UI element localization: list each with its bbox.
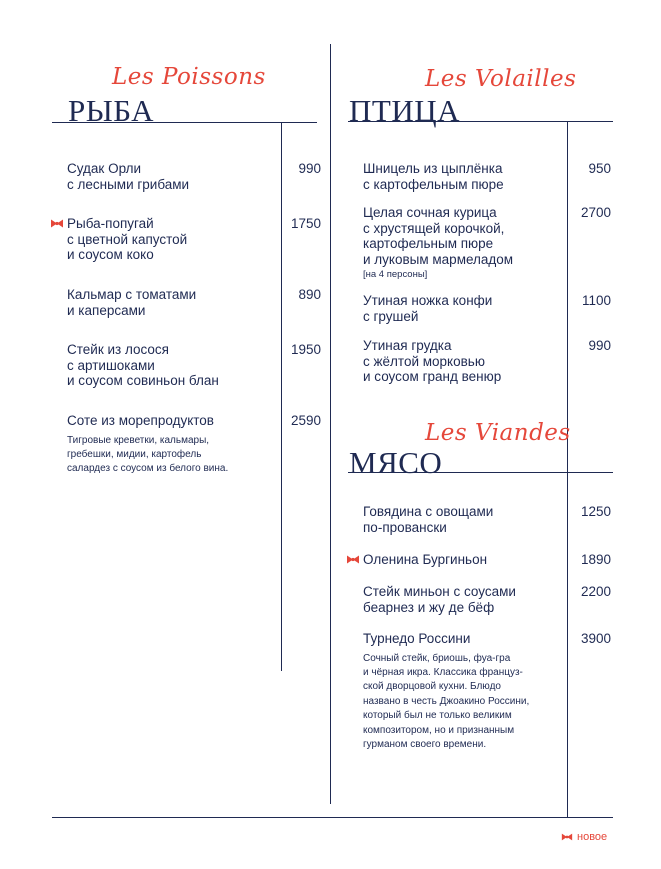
center-divider <box>330 44 331 804</box>
item-price: 1890 <box>580 552 611 567</box>
item-name: Шницель из цыплёнка с картофельным пюре <box>363 161 504 192</box>
item-name: Рыба-попугай с цветной капустой и соусом коко <box>67 216 188 262</box>
poissons-script-title: Les Poissons <box>112 64 266 90</box>
poissons-title: РЫБА <box>68 93 155 128</box>
menu-item-parrotfish <box>67 216 277 263</box>
item-name: Соте из морепродуктов <box>67 413 214 428</box>
menu-item-steak-mignon <box>363 584 563 615</box>
volailles-title: ПТИЦА <box>349 93 460 128</box>
menu-item-sudak <box>67 161 277 192</box>
item-price: 990 <box>298 161 321 176</box>
item-price: 2590 <box>290 413 321 428</box>
item-name: Утиная ножка конфи с грушей <box>363 293 493 324</box>
menu-item-venison <box>363 552 563 568</box>
poissons-price-divider <box>281 122 282 671</box>
right-price-divider <box>567 121 568 818</box>
footer-rule <box>52 817 613 818</box>
item-description: Сочный стейк, бриошь, фуа-гра и чёрная икра. Классика француз- ской дворцовой кухни. Блюдо названо в честь Джоакино Россини, который был не только великим композитором, но и признанным гурманом своего времени. <box>363 652 530 750</box>
menu-item-seafood-saute <box>67 413 277 477</box>
item-name: Утиная грудка с жёлтой морковью и соусом гранд венюр <box>363 338 502 384</box>
item-price: 890 <box>298 287 321 302</box>
item-name: Стейк миньон с соусами беарнез и жу де бёф <box>363 584 516 615</box>
menu-item-salmon <box>67 342 277 389</box>
item-price: 1250 <box>580 504 611 519</box>
item-price: 1100 <box>581 293 611 308</box>
menu-item-chicken-schnitzel <box>363 161 563 192</box>
menu-item-beef-provence <box>363 504 563 535</box>
bow-icon <box>50 219 64 228</box>
item-price: 950 <box>588 161 611 176</box>
item-price: 2200 <box>580 584 611 599</box>
new-legend-label: новое <box>577 831 608 843</box>
item-name: Говядина с овощами по-провански <box>363 504 494 535</box>
item-price: 1950 <box>290 342 321 357</box>
item-name: Турнедо Россини <box>363 631 471 646</box>
menu-item-squid <box>67 287 277 318</box>
item-name: Целая сочная курица с хрустящей корочкой, картофельным пюре и луковым мармеладом <box>363 205 514 267</box>
item-name: Стейк из лосося с артишоками и соусом совиньон блан <box>67 342 219 388</box>
item-price: 3900 <box>580 631 611 646</box>
menu-item-whole-chicken <box>363 205 563 281</box>
new-legend <box>561 831 607 843</box>
item-price: 990 <box>588 338 611 353</box>
item-name: Судак Орли с лесными грибами <box>67 161 190 192</box>
menu-item-duck-confit <box>363 293 563 324</box>
bow-icon <box>561 833 573 841</box>
item-note: [на 4 персоны] <box>363 269 428 280</box>
menu-item-duck-breast <box>363 338 563 385</box>
item-description: Тигровые креветки, кальмары, гребешки, мидии, картофель салардез с соусом из белого вина. <box>67 434 229 475</box>
item-name: Кальмар с томатами и каперсами <box>67 287 197 318</box>
volailles-script-title: Les Volailles <box>425 66 577 92</box>
viandes-script-title: Les Viandes <box>425 420 571 446</box>
item-price: 1750 <box>290 216 321 231</box>
bow-icon <box>346 555 360 564</box>
item-price: 2700 <box>580 205 611 220</box>
menu-item-tournedos-rossini <box>363 631 563 752</box>
item-name: Оленина Бургиньон <box>363 552 488 567</box>
viandes-title: МЯСО <box>349 445 443 480</box>
